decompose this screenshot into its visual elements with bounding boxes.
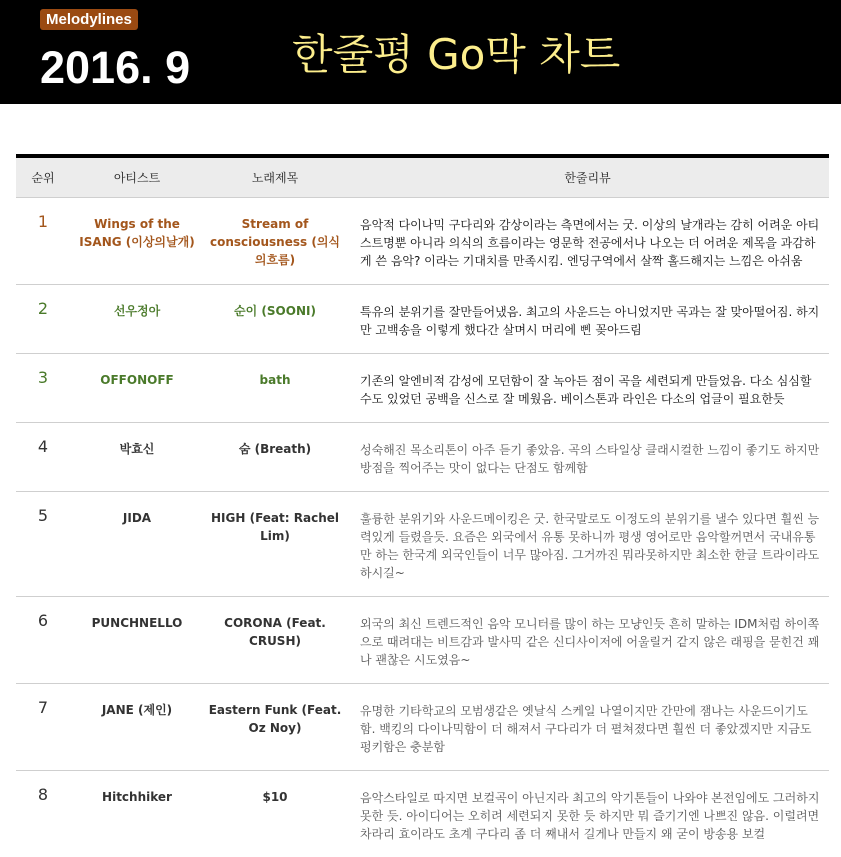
table-row <box>16 354 829 423</box>
rank-cell: 3 <box>16 354 70 423</box>
song-cell: 순이 (SOONI) <box>204 285 346 354</box>
artist-cell: JANE (제인) <box>70 684 204 771</box>
chart-table <box>16 154 829 857</box>
rank-cell: 8 <box>16 771 70 857</box>
song-cell: CORONA (Feat. CRUSH) <box>204 597 346 684</box>
song-cell: Stream of consciousness (의식의흐름) <box>204 198 346 285</box>
chart-table-container <box>16 154 829 857</box>
table-row <box>16 423 829 492</box>
rank-cell: 5 <box>16 492 70 597</box>
rank-cell: 4 <box>16 423 70 492</box>
header-review: 한줄리뷰 <box>346 156 829 198</box>
brand-badge: Melodylines <box>40 9 138 30</box>
rank-cell: 6 <box>16 597 70 684</box>
chart-month: 2016. 9 <box>40 43 190 93</box>
rank-cell: 1 <box>16 198 70 285</box>
page-title: 한줄평 Go막 차트 <box>292 29 620 81</box>
review-cell: 훌륭한 분위기와 사운드메이킹은 굿. 한국말로도 이정도의 분위기를 낼수 있다면 훨씬 능력있게 들렸을듯. 요즘은 외국에서 유통 못하니까 평생 영어로만 음악할꺼면서 국내유통만 하는 한국계 외국인들이 너무 많아짐. 그거까진 뭐라못하지만 최소한 한글 트라이라도 하시길~ <box>346 492 829 597</box>
artist-cell: 선우정아 <box>70 285 204 354</box>
review-cell: 외국의 최신 트렌드적인 음악 모니터를 많이 하는 모냥인듯 흔히 말하는 IDM처럼 하이쪽으로 때려대는 비트감과 발사믹 같은 신디사이저에 어울릴거 같지 않은 래핑을 묻힌건 꽤나 괜찮은 시도였음~ <box>346 597 829 684</box>
artist-cell: Hitchhiker <box>70 771 204 857</box>
table-row <box>16 198 829 285</box>
table-row <box>16 492 829 597</box>
artist-cell: Wings of the ISANG (이상의날개) <box>70 198 204 285</box>
review-cell: 기존의 알엔비적 감성에 모던함이 잘 녹아든 점이 곡을 세련되게 만들었음. 다소 심심할수도 있었던 공백을 신스로 잘 메웠음. 베이스톤과 라인은 다소의 업글이 필요한듯 <box>346 354 829 423</box>
table-row <box>16 285 829 354</box>
header-artist: 아티스트 <box>70 156 204 198</box>
review-cell: 음악스타일로 따지면 보컬곡이 아닌지라 최고의 악기톤들이 나와야 본전임에도 그러하지 못한 듯. 아이디어는 오히려 세련되지 못한 듯 하지만 뭐 즐기기엔 나쁘진 않음. 이럴려면 차라리 효이라도 초계 구다리 좀 더 째내서 길게나 만들지 왜 굳이 방송용 보컬 <box>346 771 829 857</box>
song-cell: 숨 (Breath) <box>204 423 346 492</box>
song-cell: $10 <box>204 771 346 857</box>
artist-cell: PUNCHNELLO <box>70 597 204 684</box>
table-row <box>16 684 829 771</box>
review-cell: 유명한 기타학교의 모범생같은 옛날식 스케일 나열이지만 간만에 잼나는 사운드이기도함. 백킹의 다이나믹함이 더 해져서 구다리가 더 펼쳐졌다면 훨씬 더 좋았겠지만 지금도 펑키함은 충분함 <box>346 684 829 771</box>
review-cell: 성숙해진 목소리톤이 아주 듣기 좋았음. 곡의 스타일상 클래시컬한 느낌이 좋기도 하지만 방점을 찍어주는 맛이 없다는 단점도 함께함 <box>346 423 829 492</box>
table-row <box>16 597 829 684</box>
artist-cell: OFFONOFF <box>70 354 204 423</box>
song-cell: HIGH (Feat: Rachel Lim) <box>204 492 346 597</box>
table-header-row <box>16 156 829 198</box>
rank-cell: 2 <box>16 285 70 354</box>
header-song: 노래제목 <box>204 156 346 198</box>
header-banner <box>0 0 841 104</box>
header-rank: 순위 <box>16 156 70 198</box>
rank-cell: 7 <box>16 684 70 771</box>
review-cell: 음악적 다이나믹 구다리와 감상이라는 측면에서는 굿. 이상의 날개라는 감히 어려운 아티스트명뿐 아니라 의식의 흐름이라는 영문학 전공에서나 나오는 더 어려운 제목을 과감하게 쓴 음악? 이라는 기대치를 만족시킴. 엔딩구역에서 살짝 홀드해지는 느낌은 아쉬움 <box>346 198 829 285</box>
review-cell: 특유의 분위기를 잘만들어냈음. 최고의 사운드는 아니었지만 곡과는 잘 맞아떨어짐. 하지만 고백송을 이렇게 했다간 살며시 머리에 삔 꽂아드림 <box>346 285 829 354</box>
song-cell: Eastern Funk (Feat. Oz Noy) <box>204 684 346 771</box>
artist-cell: 박효신 <box>70 423 204 492</box>
artist-cell: JIDA <box>70 492 204 597</box>
song-cell: bath <box>204 354 346 423</box>
table-row <box>16 771 829 857</box>
